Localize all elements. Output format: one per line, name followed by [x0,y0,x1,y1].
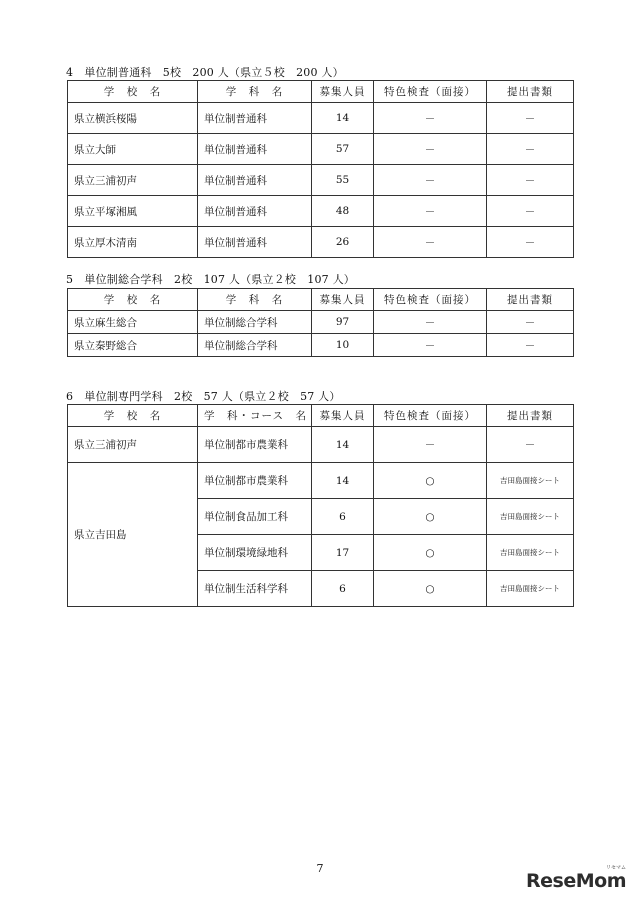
section-4-heading: 4 単位制普通科 5校 200 人（県立５校 200 人） [66,66,344,79]
special-inspection: ○ [374,499,487,535]
header-documents: 提出書類 [487,405,574,427]
school-name: 県立横浜桜陽 [68,103,198,134]
required-documents: － [487,227,574,258]
required-documents: － [487,134,574,165]
department-name: 単位制食品加工科 [198,499,312,535]
header-school-name: 学 校 名 [68,81,198,103]
required-documents: － [487,165,574,196]
school-name: 県立麻生総合 [68,311,198,334]
department-name: 単位制総合学科 [198,311,312,334]
enrollment-count: 10 [312,334,374,357]
header-enrollment: 募集人員 [312,405,374,427]
department-name: 単位制普通科 [198,134,312,165]
required-documents: 吉田島面接シート [487,463,574,499]
header-school-name: 学 校 名 [68,405,198,427]
school-name: 県立三浦初声 [68,165,198,196]
required-documents: － [487,311,574,334]
required-documents: － [487,103,574,134]
special-inspection: － [374,311,487,334]
required-documents: － [487,427,574,463]
section-6-heading: 6 単位制専門学科 2校 57 人（県立２校 57 人） [66,390,341,403]
department-name: 単位制環境緑地科 [198,535,312,571]
table-row [68,165,574,196]
department-name: 単位制都市農業科 [198,427,312,463]
special-inspection: ○ [374,463,487,499]
special-inspection: － [374,196,487,227]
school-name: 県立厚木清南 [68,227,198,258]
section-5-heading: 5 単位制総合学科 2校 107 人（県立２校 107 人） [66,273,355,286]
page-number: 7 [316,862,324,875]
enrollment-count: 55 [312,165,374,196]
required-documents: － [487,196,574,227]
special-inspection: － [374,334,487,357]
header-enrollment: 募集人員 [312,289,374,311]
resemom-logo [526,865,626,892]
school-name: 県立吉田島 [68,463,198,607]
enrollment-count: 14 [312,103,374,134]
department-name: 単位制生活科学科 [198,571,312,607]
table-row [68,103,574,134]
required-documents: － [487,334,574,357]
school-name: 県立平塚湘風 [68,196,198,227]
logo-subtext: リセマム [606,865,626,871]
table-row [68,311,574,334]
table-row [68,427,574,463]
header-department-course-name: 学 科・コース 名 [198,405,312,427]
header-department-name: 学 科 名 [198,289,312,311]
header-special-inspection: 特色検査（面接） [374,289,487,311]
header-special-inspection: 特色検査（面接） [374,81,487,103]
table-header-row [68,289,574,311]
header-enrollment: 募集人員 [312,81,374,103]
special-inspection: － [374,227,487,258]
header-special-inspection: 特色検査（面接） [374,405,487,427]
special-inspection: － [374,165,487,196]
department-name: 単位制総合学科 [198,334,312,357]
enrollment-count: 48 [312,196,374,227]
enrollment-count: 14 [312,427,374,463]
department-name: 単位制普通科 [198,165,312,196]
enrollment-count: 17 [312,535,374,571]
department-name: 単位制普通科 [198,103,312,134]
table-header-row [68,405,574,427]
department-name: 単位制都市農業科 [198,463,312,499]
table-row [68,227,574,258]
special-inspection: － [374,134,487,165]
special-inspection: ○ [374,571,487,607]
table-row [68,334,574,357]
special-inspection: － [374,427,487,463]
special-inspection: ○ [374,535,487,571]
department-name: 単位制普通科 [198,196,312,227]
school-name: 県立大師 [68,134,198,165]
table-row [68,196,574,227]
enrollment-count: 6 [312,499,374,535]
header-documents: 提出書類 [487,289,574,311]
enrollment-count: 6 [312,571,374,607]
required-documents: 吉田島面接シート [487,535,574,571]
special-inspection: － [374,103,487,134]
enrollment-count: 57 [312,134,374,165]
school-name: 県立秦野総合 [68,334,198,357]
table-row [68,134,574,165]
table-header-row [68,81,574,103]
header-documents: 提出書類 [487,81,574,103]
school-name: 県立三浦初声 [68,427,198,463]
department-name: 単位制普通科 [198,227,312,258]
required-documents: 吉田島面接シート [487,499,574,535]
table-general-course [67,80,574,258]
header-school-name: 学 校 名 [68,289,198,311]
enrollment-count: 97 [312,311,374,334]
header-department-name: 学 科 名 [198,81,312,103]
table-integrated-course [67,288,574,357]
table-specialized-course [67,404,574,607]
enrollment-count: 14 [312,463,374,499]
enrollment-count: 26 [312,227,374,258]
logo-text: ReseMom [526,870,626,892]
table-row [68,463,574,499]
required-documents: 吉田島面接シート [487,571,574,607]
